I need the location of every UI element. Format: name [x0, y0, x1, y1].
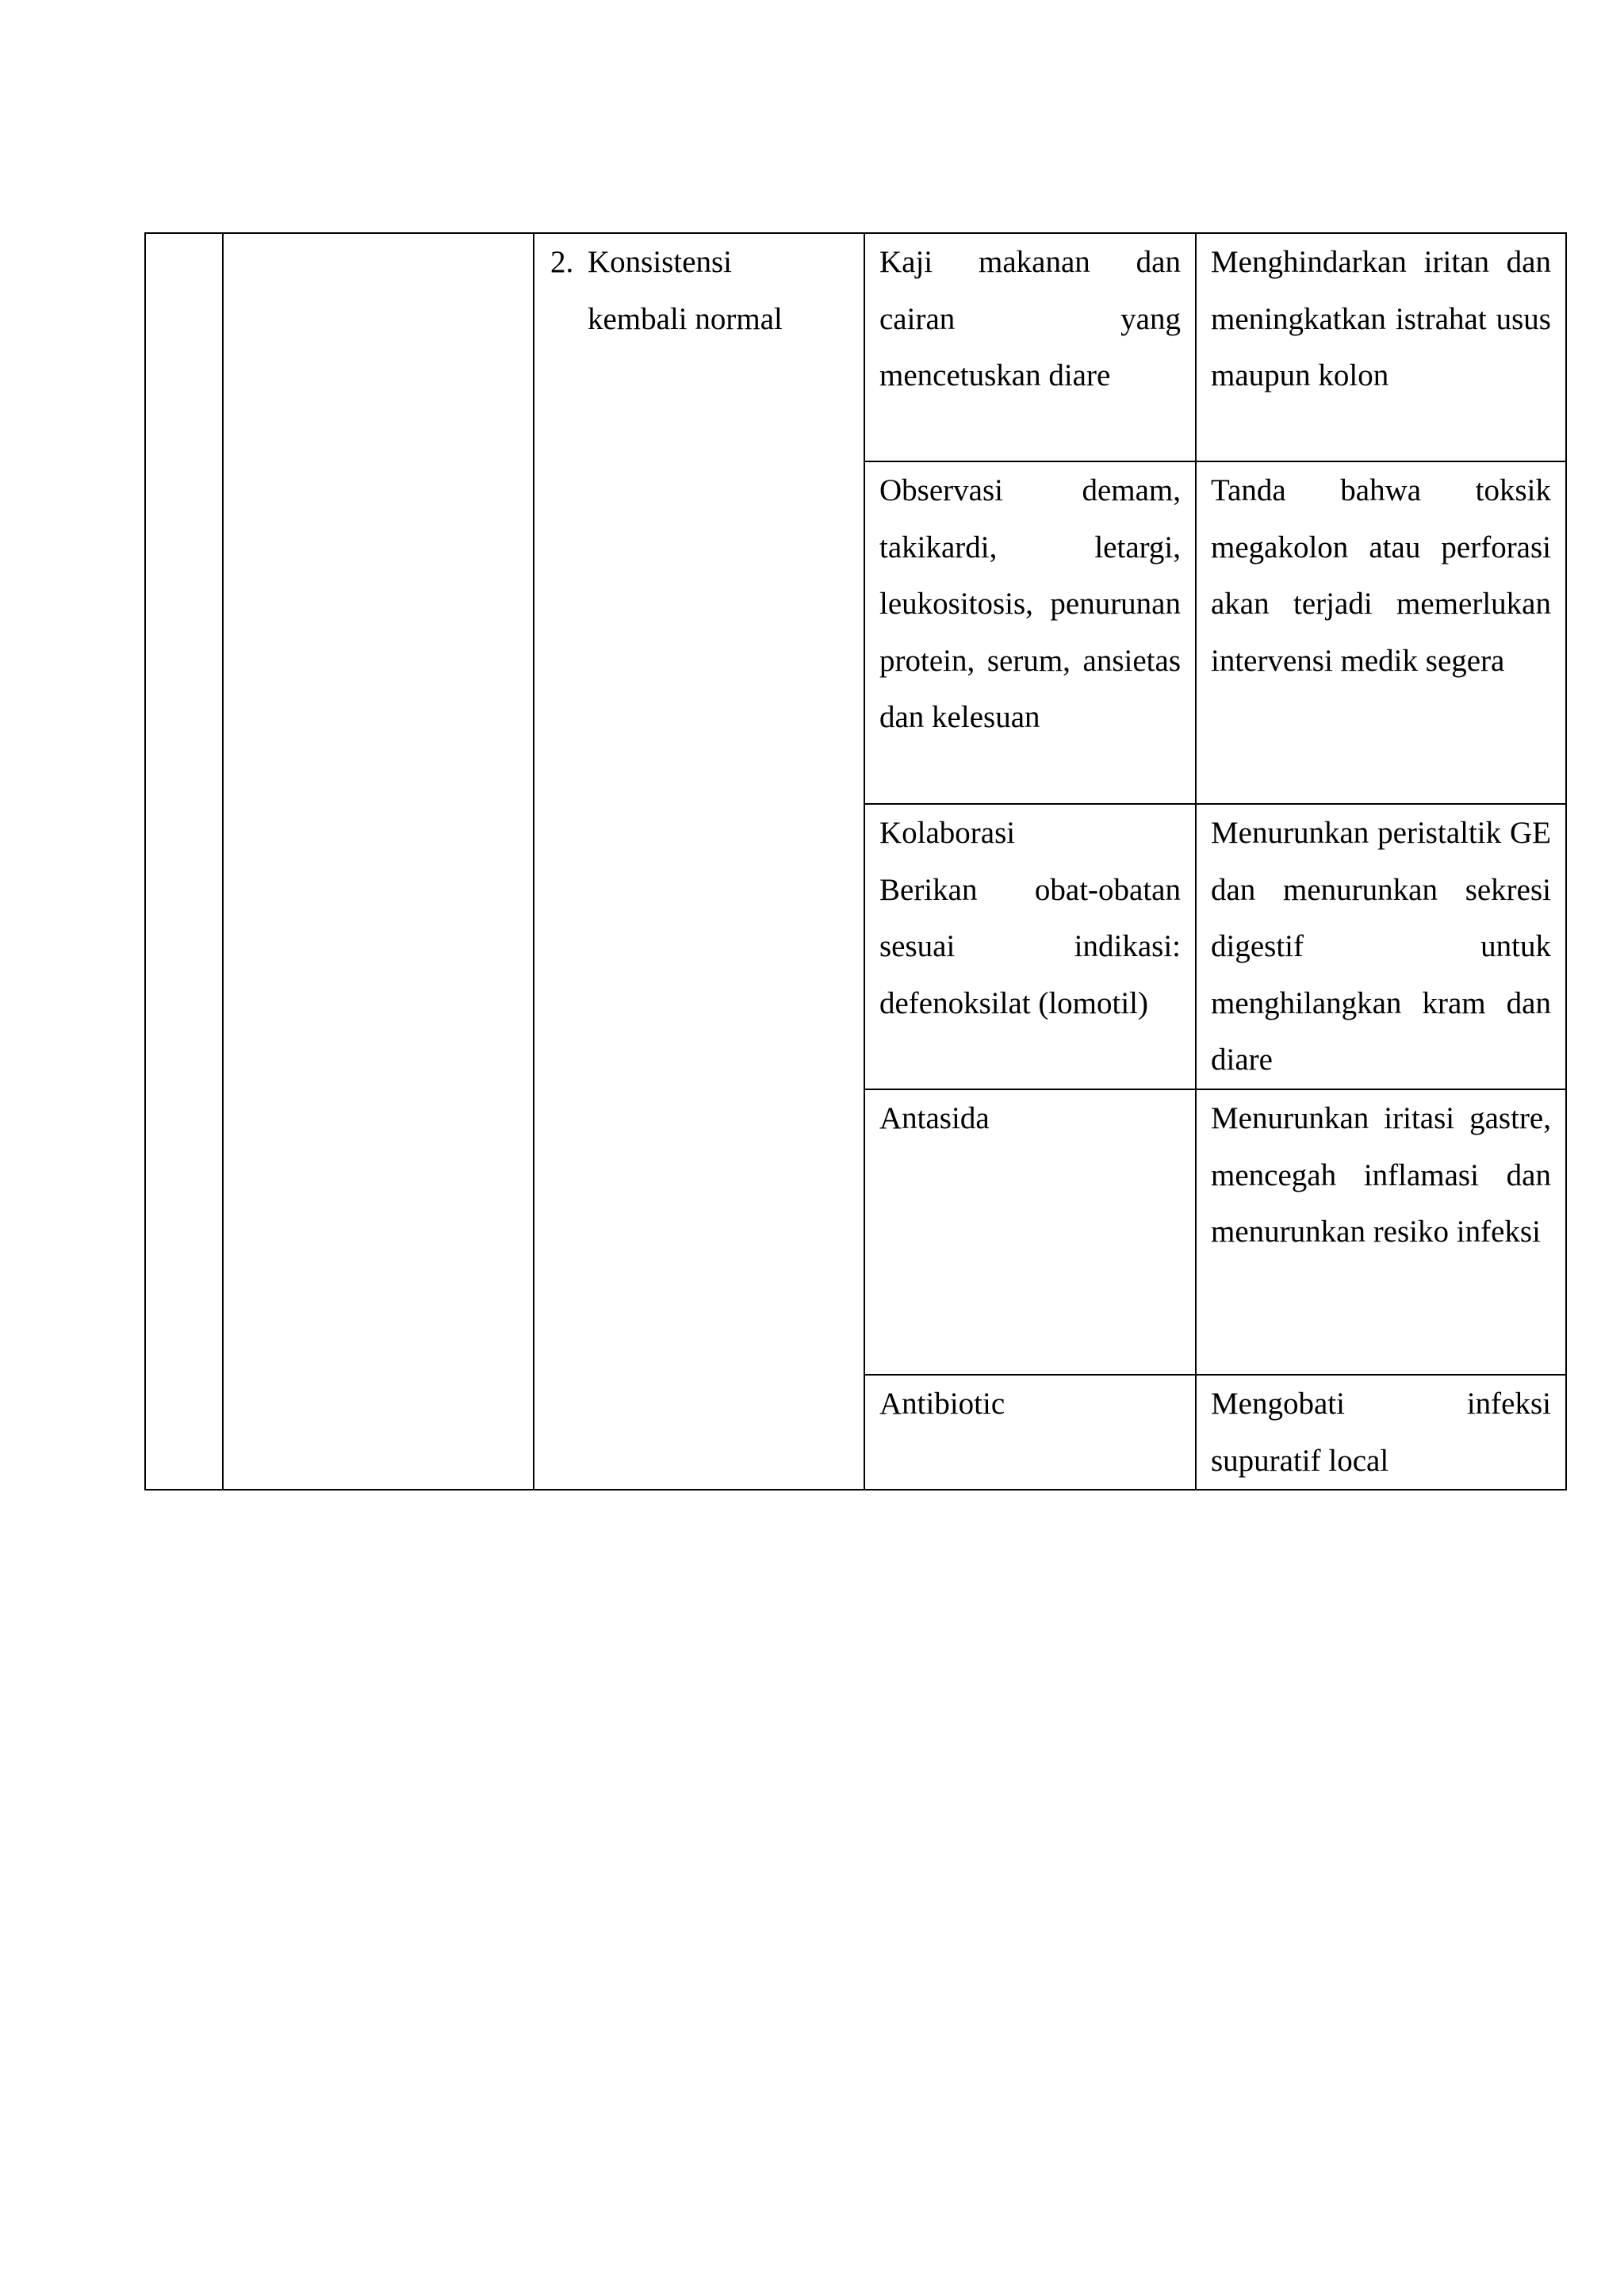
- table-row: [145, 233, 1566, 461]
- intervention-cell: Antibiotic: [864, 1375, 1196, 1490]
- rationale-cell: Menghindarkan iritan dan meningkatkan istrahat usus maupun kolon: [1196, 233, 1566, 461]
- goal-cell: [534, 233, 864, 1490]
- rationale-cell: Menurunkan peristaltik GE dan menurunkan sekresi digestif untuk menghilangkan kram dan diare: [1196, 804, 1566, 1089]
- intervention-cell: Kaji makanan dan cairan yang mencetuskan diare: [864, 233, 1196, 461]
- nursing-care-plan-table: [144, 232, 1567, 1490]
- intervention-cell: Observasi demam, takikardi, letargi, leukositosis, penurunan protein, serum, ansietas dan kelesuan: [864, 461, 1196, 804]
- goal-line-1: Konsistensi: [588, 245, 733, 279]
- intervention-cell: Antasida: [864, 1089, 1196, 1375]
- number-cell: [145, 233, 223, 1490]
- diagnosis-cell: [223, 233, 534, 1490]
- goal-number: 2.: [550, 245, 574, 279]
- intervention-text: Berikan obat-obatan sesuai indikasi: defenoksilat (lomotil): [879, 872, 1181, 1020]
- goal-line-2: kembali normal: [588, 301, 783, 336]
- intervention-cell: [864, 804, 1196, 1089]
- rationale-cell: Mengobati infeksi supuratif local: [1196, 1375, 1566, 1490]
- intervention-heading: Kolaborasi: [879, 816, 1016, 850]
- rationale-cell: Tanda bahwa toksik megakolon atau perforasi akan terjadi memerlukan intervensi medik segera: [1196, 461, 1566, 804]
- rationale-cell: Menurunkan iritasi gastre, mencegah inflamasi dan menurunkan resiko infeksi: [1196, 1089, 1566, 1375]
